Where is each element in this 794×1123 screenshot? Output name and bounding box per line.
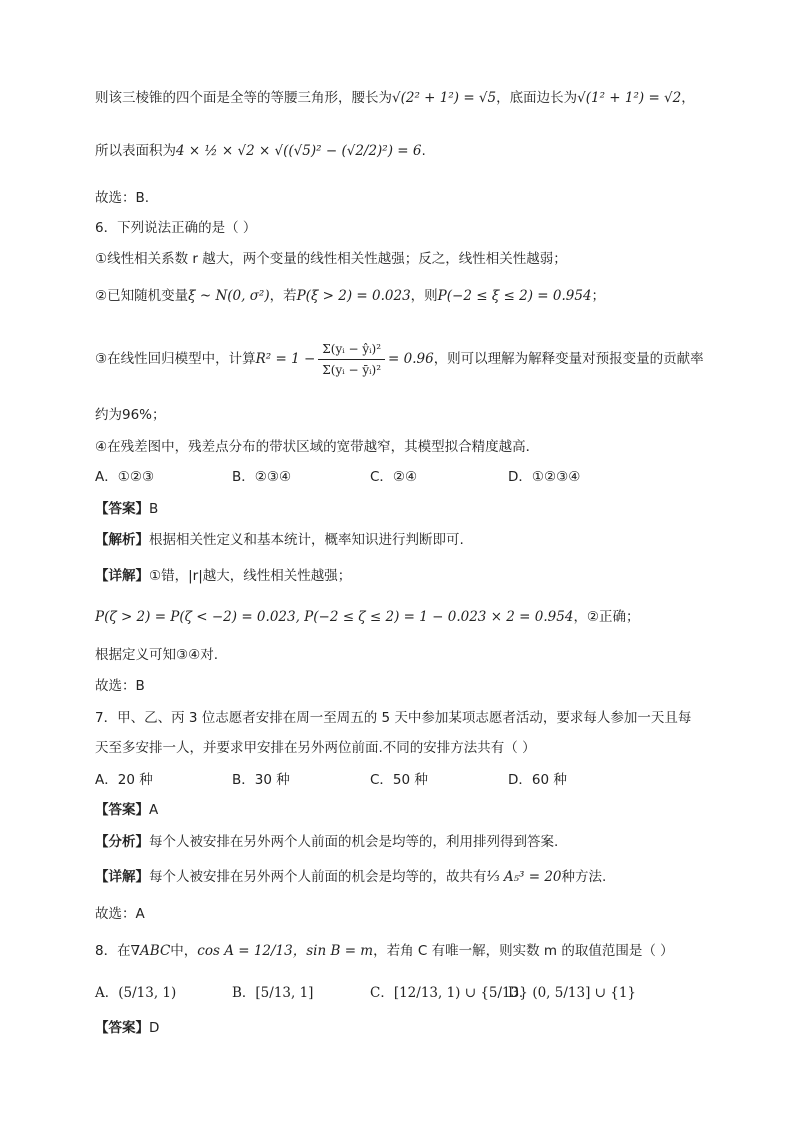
line1-mid: ，底面边长为 (496, 90, 578, 106)
q6-s2-mid: ，若 (269, 288, 297, 304)
q6-s2-prefix: ②已知随机变量 (95, 288, 189, 304)
q7-stem-line-2: 天至多安排一人，并要求甲安排在另外两位前面.不同的安排方法共有（ ） (95, 740, 536, 756)
q6-answer-tag: 【答案】 (95, 501, 149, 517)
q6-s2-normal: ξ ~ N(0, σ²) (188, 288, 270, 304)
q6-detail-end: ，②正确； (573, 609, 640, 625)
line1-prefix: 则该三棱锥的四个面是全等的等腰三角形，腰长为 (95, 90, 392, 106)
q8-stem (95, 941, 702, 961)
q6-s3-post: ，则可以理解为解释变量对预报变量的贡献率 (433, 351, 704, 367)
q7-options (95, 770, 715, 790)
q7-choose: 故选：A (95, 906, 145, 922)
line2-prefix: 所以表面积为 (95, 143, 176, 159)
q6-answer-value: B (149, 501, 159, 517)
q8-options (95, 983, 715, 1003)
q6-options (95, 467, 715, 487)
line1-end: ， (681, 90, 695, 106)
q6-statement-4: ④在残差图中，残差点分布的带状区域的宽带越窄，其模型拟合精度越高． (95, 439, 540, 455)
q6-statement-2 (95, 286, 702, 306)
q7-option-c: C．50 种 (370, 772, 428, 788)
surface-area-expr: 4 × ½ × √2 × √((√5)² − (√2/2)²) = 6 (176, 143, 422, 159)
q6-detail-line-2 (95, 607, 702, 627)
q7-answer-value: A (149, 802, 159, 818)
q6-analysis (95, 530, 702, 550)
q6-s3-lhs: R² = 1 − (255, 351, 316, 367)
q6-option-d: D．①②③④ (508, 469, 581, 485)
q6-answer (95, 499, 702, 519)
q8-cos-expr: cos A = 12/13 (197, 943, 293, 959)
q6-statement-1: ①线性相关系数 r 越大，两个变量的线性相关性越强；反之，线性相关性越弱； (95, 251, 567, 267)
q6-s3-prefix: ③在线性回归模型中，计算 (95, 351, 256, 367)
q6-detail-text: ①错，|r|越大，线性相关性越强； (149, 568, 352, 584)
q7-answer (95, 800, 702, 820)
r2-numerator: Σ(yᵢ − ŷᵢ)² (318, 339, 385, 360)
q7-detail (95, 867, 702, 887)
q7-answer-tag: 【答案】 (95, 802, 149, 818)
q6-detail (95, 566, 702, 586)
q8-stem-mid: 中， (170, 943, 198, 959)
q8-stem-post: ，若角 C 有唯一解，则实数 m 的取值范围是（ ） (373, 943, 674, 959)
q7-option-d: D．60 种 (508, 772, 567, 788)
text-line-1 (95, 88, 702, 108)
q7-detail-post: 种方法. (561, 869, 607, 885)
q8-option-d: D．(0, 5/13] ∪ {1} (508, 985, 637, 1001)
line2-end: . (421, 143, 426, 159)
q7-stem-line-1: 7．甲、乙、丙 3 位志愿者安排在周一至周五的 5 天中参加某项志愿者活动，要求每人参加一天且每 (95, 710, 692, 726)
q6-choose: 故选：B (95, 678, 145, 694)
q8-option-a: A．(5/13, 1) (95, 985, 177, 1001)
r2-denominator: Σ(yᵢ − ȳᵢ)² (322, 362, 382, 377)
q6-s3-rhs: = 0.96 (388, 351, 434, 367)
q6-statement-3 (95, 335, 702, 383)
q7-detail-tag: 【详解】 (95, 869, 149, 885)
q8-triangle: ∇ABC (130, 943, 171, 959)
q8-option-c: C．[12/13, 1) ∪ {5/13} (370, 985, 528, 1001)
q8-stem-prefix: 8．在 (95, 943, 131, 959)
q6-analysis-tag: 【解析】 (95, 532, 149, 548)
q8-option-b: B．[5/13, 1] (232, 985, 314, 1001)
q6-s2-end: ； (591, 288, 606, 304)
q8-answer-value: D (149, 1020, 160, 1036)
q6-s2-prob2: P(−2 ≤ ξ ≤ 2) = 0.954 (437, 288, 592, 304)
q8-sin-expr: ，sin B = m (292, 943, 374, 959)
text-line-2 (95, 141, 702, 161)
q6-option-b: B．②③④ (232, 469, 292, 485)
q8-answer (95, 1018, 702, 1038)
q6-stem: 6．下列说法正确的是（ ） (95, 220, 257, 236)
q7-analysis-tag: 【分析】 (95, 834, 149, 850)
q7-detail-expr: ⅓ A₅³ = 20 (486, 869, 562, 885)
q7-option-a: A．20 种 (95, 772, 153, 788)
q6-detail-line-3: 根据定义可知③④对. (95, 647, 218, 663)
q8-answer-tag: 【答案】 (95, 1020, 149, 1036)
line1-expr-base: √(1² + 1²) = √2 (577, 90, 682, 106)
q6-detail-prob-expr: P(ζ > 2) = P(ζ < −2) = 0.023, P(−2 ≤ ζ ≤ 2) = 1 − 0.023 × 2 = 0.954 (95, 609, 574, 625)
line1-expr-slant: √(2² + 1²) = √5 (392, 90, 497, 106)
q6-detail-tag: 【详解】 (95, 568, 149, 584)
q6-s3-continued: 约为96%； (95, 407, 166, 423)
q6-option-c: C．②④ (370, 469, 418, 485)
q7-analysis-text: 每个人被安排在另外两个人前面的机会是均等的，利用排列得到答案. (149, 834, 559, 850)
choice-line-1: 故选：B. (95, 190, 150, 206)
r-squared-fraction (318, 339, 385, 380)
q6-s2-prob: P(ξ > 2) = 0.023 (296, 288, 411, 304)
q7-analysis (95, 832, 702, 852)
q7-detail-text: 每个人被安排在另外两个人前面的机会是均等的，故共有 (149, 869, 487, 885)
q7-option-b: B．30 种 (232, 772, 290, 788)
q6-analysis-text: 根据相关性定义和基本统计，概率知识进行判断即可. (149, 532, 464, 548)
q6-option-a: A．①②③ (95, 469, 155, 485)
q6-s2-mid2: ，则 (410, 288, 438, 304)
